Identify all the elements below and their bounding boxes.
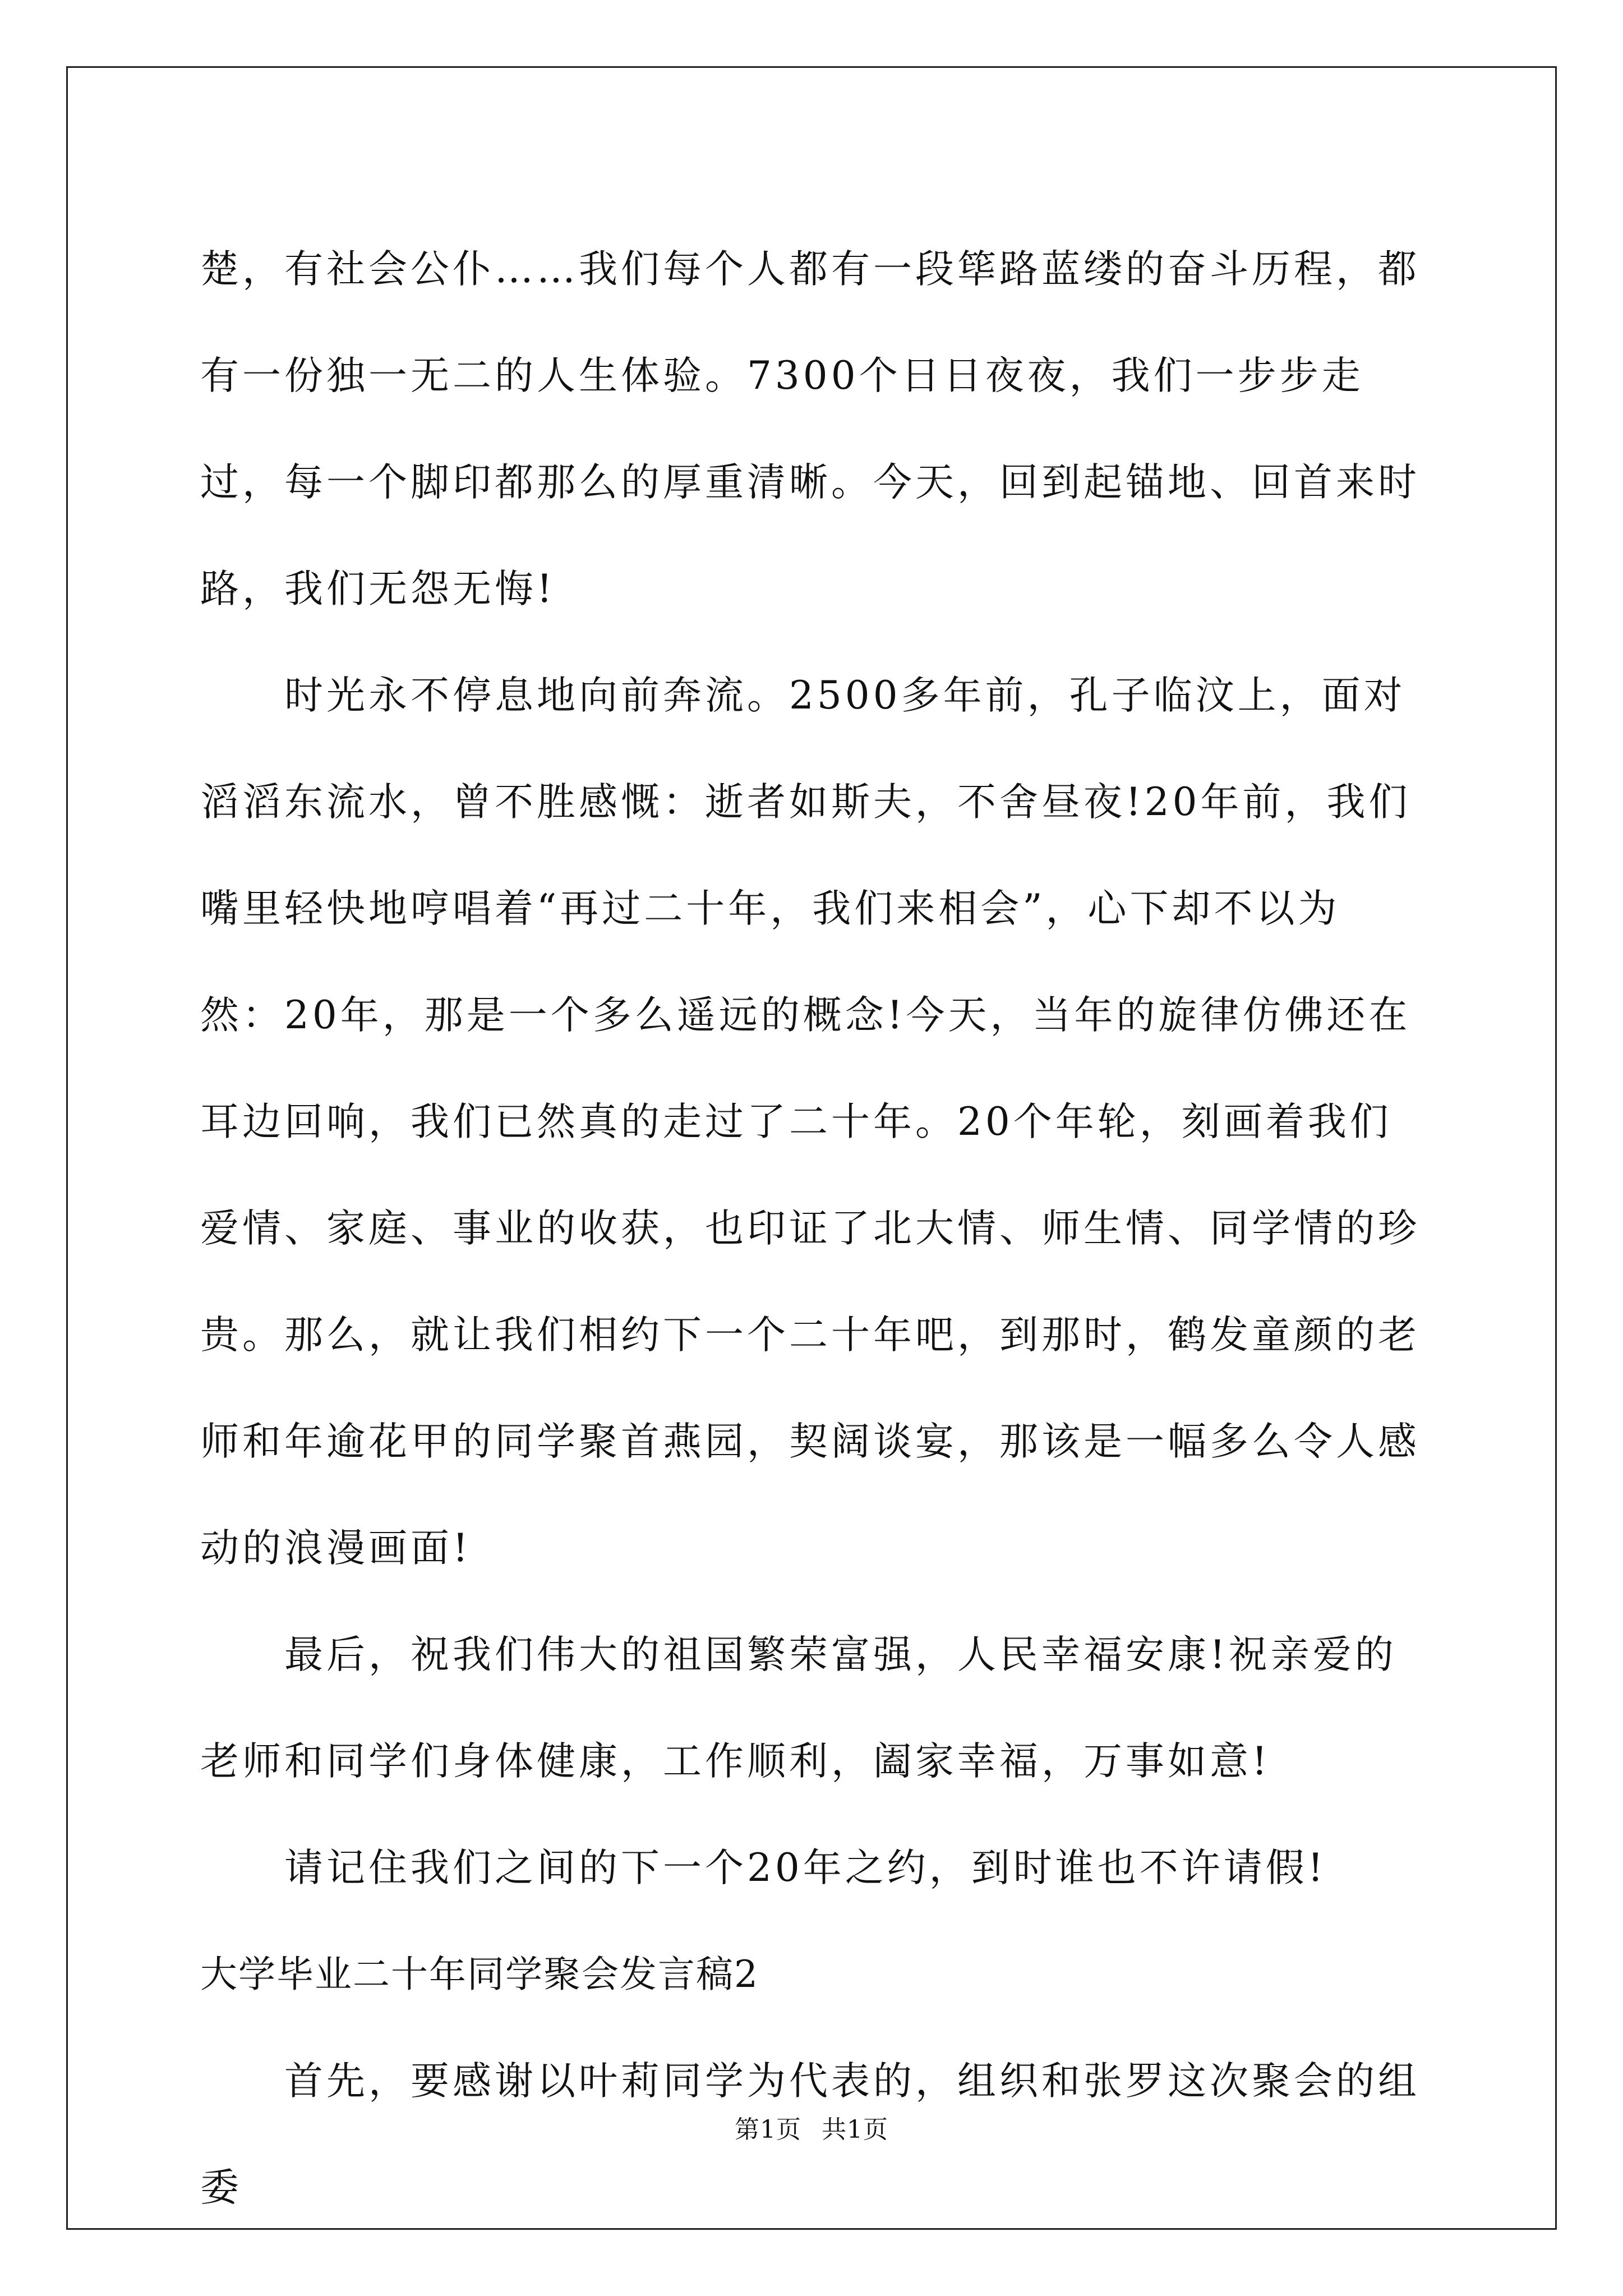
page-number: 第1页: [735, 2115, 801, 2144]
section-heading: 大学毕业二十年同学聚会发言稿2: [200, 1953, 759, 1996]
paragraph-2: 时光永不停息地向前奔流。2500多年前，孔子临汶上，面对滔滔东流水，曾不胜感慨：逝者如斯夫，不舍昼夜!20年前，我们嘴里轻快地哼唱着“再过二十年，我们来相会”，心下却不以为然：20年，那是一个多么遥远的概念!今天，当年的旋律仿佛还在耳边回响，我们已然真的走过了二十年。20个年轮，刻画着我们爱情、家庭、事业的收获，也印证了北大情、师生情、同学情的珍贵。那么，就让我们相约下一个二十年吧，到那时，鹤发童颜的老师和年逾花甲的同学聚首燕园，契阔谈宴，那该是一幅多么令人感动的浪漫画面!: [200, 673, 1420, 1571]
page-total: 共1页: [822, 2115, 888, 2144]
paragraph-3: 最后，祝我们伟大的祖国繁荣富强，人民幸福安康!祝亲爱的老师和同学们身体健康，工作顺利，阖家幸福，万事如意!: [200, 1632, 1397, 1784]
paragraph-5: 首先，要感谢以叶莉同学为代表的，组织和张罗这次聚会的组委: [200, 2059, 1420, 2210]
paragraph-1: 楚，有社会公仆……我们每个人都有一段筚路蓝缕的奋斗历程，都有一份独一无二的人生体验。7300个日日夜夜，我们一步步走过，每一个脚印都那么的厚重清晰。今天，回到起锚地、回首来时路，我们无怨无悔!: [200, 247, 1420, 611]
document-body: [200, 216, 1423, 2241]
paragraph-4: 请记住我们之间的下一个20年之约，到时谁也不许请假!: [284, 1846, 1327, 1890]
page-footer: [0, 2109, 1623, 2145]
